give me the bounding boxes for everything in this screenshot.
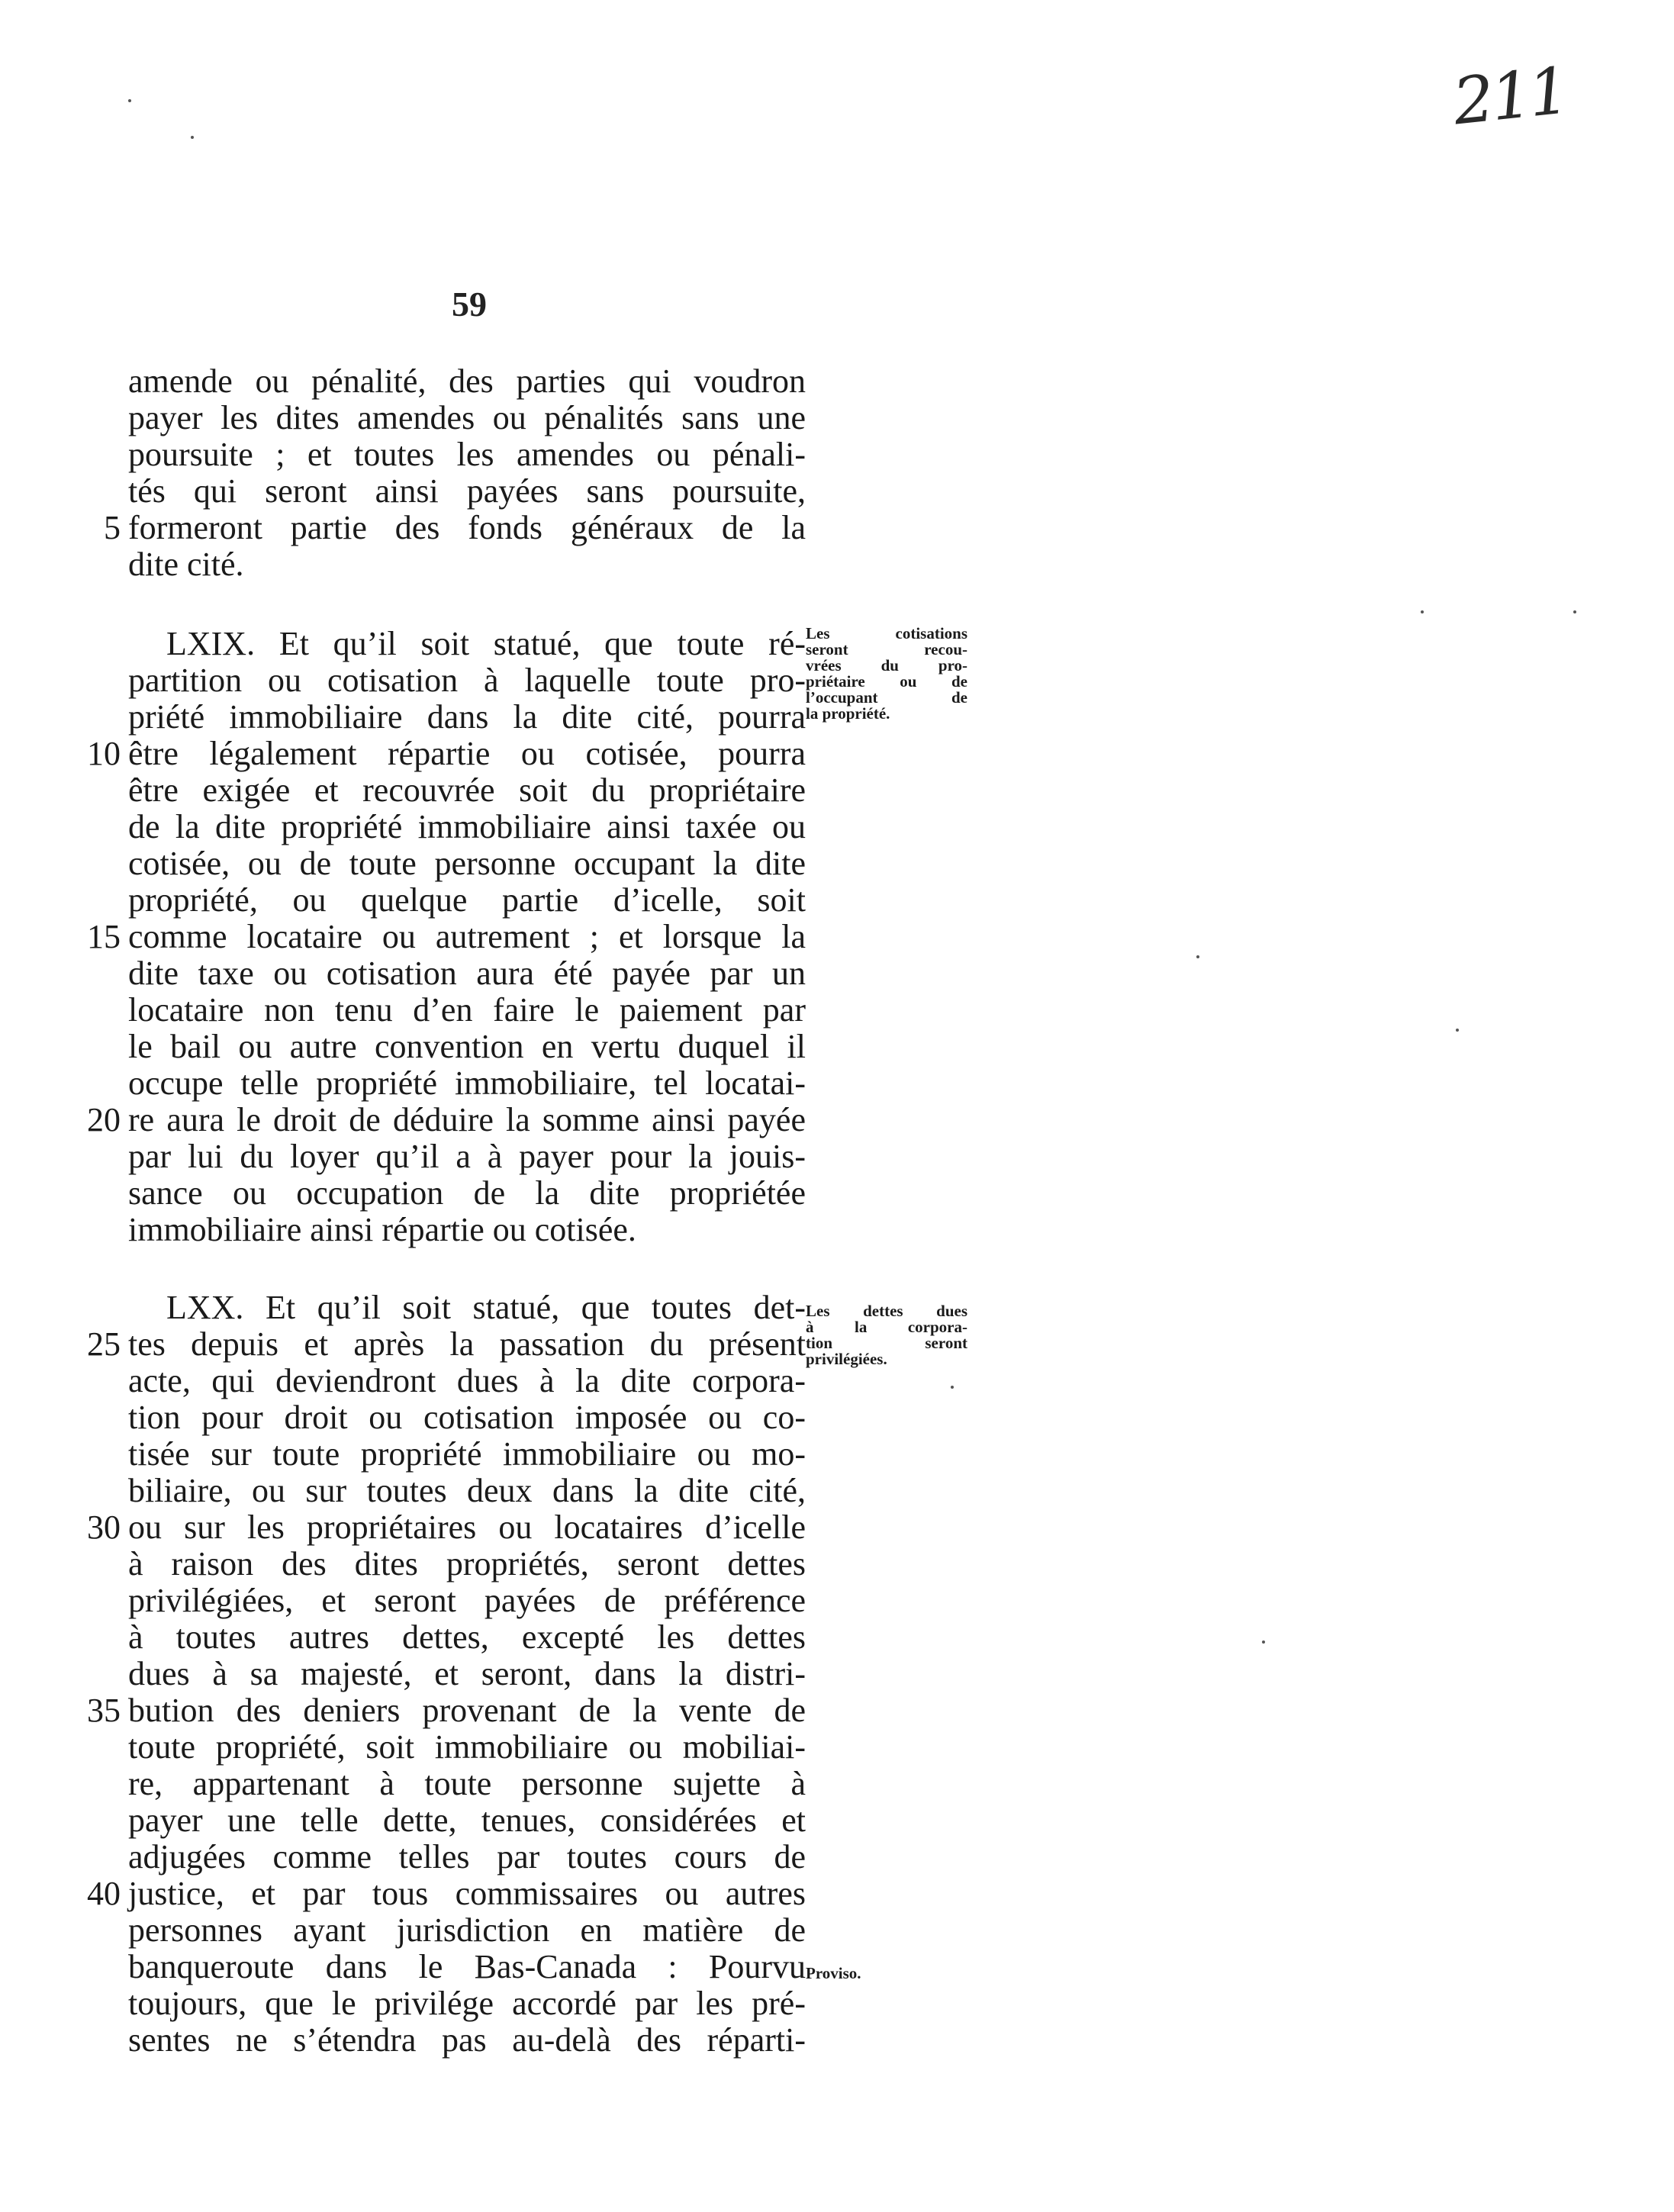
scan-speck <box>1573 610 1576 613</box>
text-line: par lui du loyer qu’il a à payer pour la jouis- <box>128 1138 806 1175</box>
margin-note-line: seront recou- <box>806 640 967 658</box>
text-line: immobiliaire ainsi répartie ou cotisée. <box>128 1211 636 1248</box>
text-line: cotisée, ou de toute personne occupant la dite <box>128 845 806 882</box>
margin-note-line: priétaire ou de <box>806 672 967 691</box>
line-number: 35 <box>87 1692 121 1729</box>
text-line: être légalement répartie ou cotisée, pourra <box>128 735 806 772</box>
text-line: adjugées comme telles par toutes cours de <box>128 1838 806 1876</box>
text-line: bution des deniers provenant de la vente de <box>128 1692 806 1729</box>
text-line: sance ou occupation de la dite propriétée <box>128 1174 806 1212</box>
text-line: toute propriété, soit immobiliaire ou mobiliai- <box>128 1728 806 1766</box>
text-line: tés qui seront ainsi payées sans poursuite, <box>128 472 806 510</box>
margin-note-proviso <box>806 1966 967 1982</box>
scan-speck <box>1421 610 1424 613</box>
handwritten-folio: 211 <box>1450 53 1570 140</box>
line-number: 15 <box>87 918 121 955</box>
line-number: 20 <box>87 1101 121 1138</box>
text-line: dite taxe ou cotisation aura été payée par un <box>128 955 806 992</box>
scan-speck <box>128 99 131 102</box>
text-line: re aura le droit de déduire la somme ainsi payée <box>128 1101 806 1138</box>
margin-note-line: la propriété. <box>806 704 890 723</box>
text-line: formeront partie des fonds généraux de la <box>128 509 806 546</box>
text-line: toujours, que le privilége accordé par les pré- <box>128 1985 806 2022</box>
text-line: amende ou pénalité, des parties qui voudron <box>128 362 806 400</box>
text-line: occupe telle propriété immobiliaire, tel locatai- <box>128 1064 806 1102</box>
scan-speck <box>1456 1029 1459 1032</box>
margin-note-line: Les cotisations <box>806 624 967 642</box>
scan-speck <box>191 136 194 139</box>
text-line: à raison des dites propriétés, seront dettes <box>128 1545 806 1583</box>
margin-note-line: à la corpora- <box>806 1318 967 1336</box>
text-line: tion pour droit ou cotisation imposée ou co- <box>128 1399 806 1436</box>
margin-note-cotisations <box>806 626 967 722</box>
text-line: acte, qui deviendront dues à la dite corpora- <box>128 1362 806 1399</box>
text-line: à toutes autres dettes, excepté les dettes <box>128 1618 806 1656</box>
text-line: priété immobiliaire dans la dite cité, pourra <box>128 698 806 736</box>
section-heading-line: LXX. Et qu’il soit statué, que toutes det- <box>166 1289 806 1326</box>
margin-note-line: Les dettes dues <box>806 1302 967 1320</box>
scan-speck <box>951 1386 954 1389</box>
scan-speck <box>1262 1640 1265 1644</box>
margin-note-line: l’occupant de <box>806 688 967 707</box>
text-line: payer les dites amendes ou pénalités sans une <box>128 399 806 436</box>
text-line: personnes ayant jurisdiction en matière de <box>128 1911 806 1949</box>
text-line: de la dite propriété immobiliaire ainsi taxée ou <box>128 808 806 845</box>
text-line: sentes ne s’étendra pas au-delà des réparti- <box>128 2021 806 2059</box>
section-heading-line: LXIX. Et qu’il soit statué, que toute ré- <box>166 625 806 662</box>
text-line: dite cité. <box>128 546 244 583</box>
line-number: 5 <box>104 509 121 546</box>
margin-note-line: tion seront <box>806 1334 967 1352</box>
text-line: biliaire, ou sur toutes deux dans la dite cité, <box>128 1472 806 1509</box>
text-line: être exigée et recouvrée soit du propriétaire <box>128 771 806 809</box>
margin-note-line: vrées du pro- <box>806 656 967 675</box>
margin-note-line: privilégiées. <box>806 1350 887 1368</box>
text-line: banqueroute dans le Bas-Canada : Pourvu <box>128 1948 806 1985</box>
text-line: propriété, ou quelque partie d’icelle, soit <box>128 881 806 919</box>
text-line: payer une telle dette, tenues, considérées et <box>128 1801 806 1839</box>
text-line: ou sur les propriétaires ou locataires d’icelle <box>128 1508 806 1546</box>
page-number: 59 <box>452 285 487 324</box>
text-line: tisée sur toute propriété immobiliaire ou mo- <box>128 1435 806 1473</box>
margin-note-line: Proviso. <box>806 1964 861 1982</box>
text-line: justice, et par tous commissaires ou autres <box>128 1875 806 1912</box>
text-line: partition ou cotisation à laquelle toute pro- <box>128 662 806 699</box>
text-line: dues à sa majesté, et seront, dans la distri- <box>128 1655 806 1692</box>
line-number: 40 <box>87 1875 121 1912</box>
margin-note-dettes <box>806 1303 967 1367</box>
text-line: locataire non tenu d’en faire le paiement par <box>128 991 806 1029</box>
text-line: le bail ou autre convention en vertu duquel il <box>128 1028 806 1065</box>
text-line: re, appartenant à toute personne sujette à <box>128 1765 806 1802</box>
text-line: tes depuis et après la passation du présent <box>128 1325 806 1363</box>
text-line: poursuite ; et toutes les amendes ou pénali- <box>128 436 806 473</box>
line-number: 10 <box>87 735 121 772</box>
text-line: comme locataire ou autrement ; et lorsque la <box>128 918 806 955</box>
text-line: privilégiées, et seront payées de préférence <box>128 1582 806 1619</box>
scan-speck <box>1196 955 1199 958</box>
line-number: 25 <box>87 1325 121 1363</box>
line-number: 30 <box>87 1508 121 1546</box>
